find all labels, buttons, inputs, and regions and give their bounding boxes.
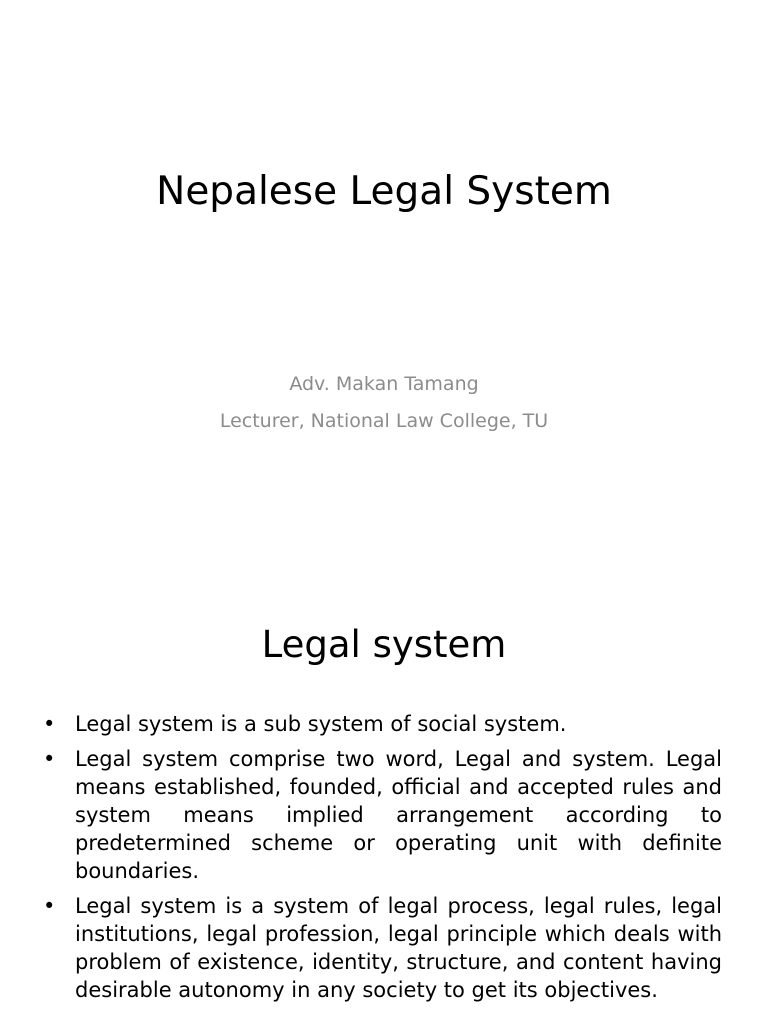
presenter-info <box>0 366 768 440</box>
bullet-icon: • <box>43 747 56 771</box>
presentation-title: Nepalese Legal System <box>156 169 612 214</box>
bullet-text: Legal system comprise two word, Legal and system. Legal means established, founded, official and accepted rules and system means implied arrangement according to predetermined scheme or operating unit with definite boundaries. <box>75 747 722 883</box>
bullet-list <box>40 710 722 1011</box>
bullet-item <box>40 710 722 738</box>
presenter-affiliation: Lecturer, National Law College, TU <box>219 410 549 432</box>
bullet-icon: • <box>43 894 56 918</box>
bullet-icon: • <box>43 712 56 736</box>
bullet-text: Legal system is a system of legal process, legal rules, legal institutions, legal profession, legal principle which deals with problem of existence, identity, structure, and content having desirable autonomy in any society to get its objectives. <box>75 894 722 1002</box>
bullet-text: Legal system is a sub system of social system. <box>75 712 567 736</box>
slide-title: Legal system <box>261 623 507 666</box>
content-slide <box>0 576 768 1024</box>
bullet-item <box>40 892 722 1004</box>
presenter-name: Adv. Makan Tamang <box>289 373 479 395</box>
bullet-item <box>40 745 722 885</box>
